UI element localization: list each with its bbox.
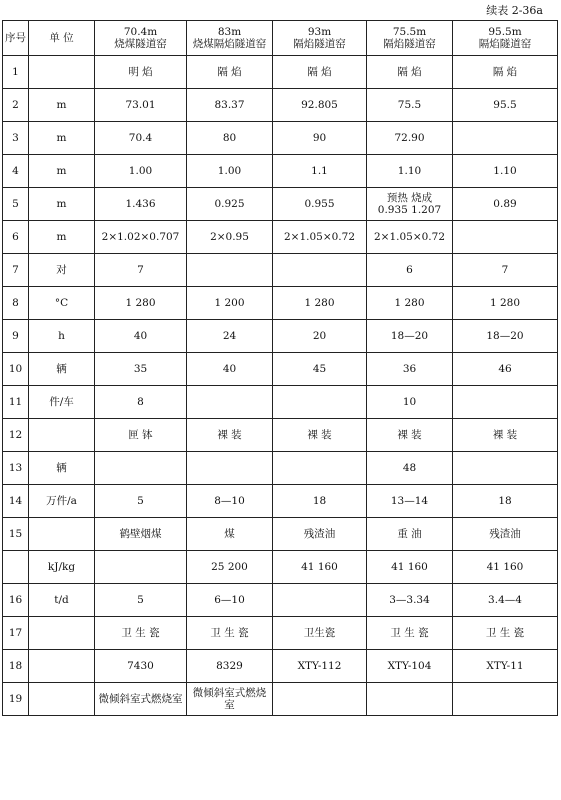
row-unit: kJ/kg — [29, 551, 95, 584]
header-col: 83m 烧煤隔焰隧道窑 — [187, 21, 273, 56]
row-unit: 万件/a — [29, 485, 95, 518]
table-cell: 24 — [187, 320, 273, 353]
table-cell — [453, 683, 558, 716]
table-cell: 预热 烧成 0.935 1.207 — [367, 188, 453, 221]
table-cell: 1.00 — [187, 155, 273, 188]
row-unit: m — [29, 89, 95, 122]
table-cell — [273, 584, 367, 617]
table-cell: 微倾斜室式燃烧室 — [187, 683, 273, 716]
table-cell: 5 — [95, 485, 187, 518]
table-cell: 41 160 — [273, 551, 367, 584]
table-cell: 8329 — [187, 650, 273, 683]
table-cell: 18—20 — [453, 320, 558, 353]
table-row — [3, 485, 558, 518]
table-cell — [453, 386, 558, 419]
table-cell — [453, 122, 558, 155]
row-unit: °C — [29, 287, 95, 320]
header-col: 75.5m 隔焰隧道窑 — [367, 21, 453, 56]
row-unit: 辆 — [29, 353, 95, 386]
header-col: 70.4m 烧煤隧道窑 — [95, 21, 187, 56]
table-cell: 83.37 — [187, 89, 273, 122]
row-index: 15 — [3, 518, 29, 551]
table-row — [3, 617, 558, 650]
table-cell: 裸 装 — [273, 419, 367, 452]
table-cell: 7 — [95, 254, 187, 287]
table-cell: 6 — [367, 254, 453, 287]
table-cell — [187, 452, 273, 485]
table-cell: 2×1.05×0.72 — [273, 221, 367, 254]
table-cell — [95, 551, 187, 584]
header-unit: 单 位 — [29, 21, 95, 56]
table-cell: 1 280 — [453, 287, 558, 320]
row-index: 13 — [3, 452, 29, 485]
table-cell: 隔 焰 — [453, 56, 558, 89]
table-cell: 1.1 — [273, 155, 367, 188]
table-row — [3, 254, 558, 287]
table-cell: 75.5 — [367, 89, 453, 122]
header-row — [3, 21, 558, 56]
table-row — [3, 584, 558, 617]
table-cell: 46 — [453, 353, 558, 386]
table-cell — [273, 683, 367, 716]
table-cell — [453, 221, 558, 254]
row-index: 12 — [3, 419, 29, 452]
table-row — [3, 419, 558, 452]
row-index: 6 — [3, 221, 29, 254]
table-cell: 41 160 — [367, 551, 453, 584]
table-cell: 鹤壁烟煤 — [95, 518, 187, 551]
row-index: 11 — [3, 386, 29, 419]
table-cell: 隔 焰 — [187, 56, 273, 89]
row-index: 7 — [3, 254, 29, 287]
table-row — [3, 320, 558, 353]
table-row — [3, 518, 558, 551]
table-cell: 0.89 — [453, 188, 558, 221]
table-cell — [453, 452, 558, 485]
table-cell: 40 — [187, 353, 273, 386]
table-cell: 18—20 — [367, 320, 453, 353]
header-col: 95.5m 隔焰隧道窑 — [453, 21, 558, 56]
table-cell: 8—10 — [187, 485, 273, 518]
row-unit — [29, 617, 95, 650]
header-index: 序号 — [3, 21, 29, 56]
table-caption: 续表 2-36a — [486, 4, 543, 17]
table-row — [3, 221, 558, 254]
kiln-spec-table — [2, 20, 558, 716]
table-cell: 8 — [95, 386, 187, 419]
table-cell: 重 油 — [367, 518, 453, 551]
table-cell: 41 160 — [453, 551, 558, 584]
table-cell: 10 — [367, 386, 453, 419]
table-cell: 1 280 — [95, 287, 187, 320]
row-index: 10 — [3, 353, 29, 386]
row-unit — [29, 56, 95, 89]
table-row — [3, 155, 558, 188]
row-index: 1 — [3, 56, 29, 89]
table-row — [3, 122, 558, 155]
table-cell: 3.4—4 — [453, 584, 558, 617]
table-row — [3, 89, 558, 122]
table-cell: 80 — [187, 122, 273, 155]
row-unit: h — [29, 320, 95, 353]
row-unit: m — [29, 155, 95, 188]
table-cell: 70.4 — [95, 122, 187, 155]
table-cell: 1.10 — [453, 155, 558, 188]
row-unit — [29, 683, 95, 716]
table-cell: 1 200 — [187, 287, 273, 320]
row-unit: 对 — [29, 254, 95, 287]
table-row — [3, 188, 558, 221]
table-cell: 隔 焰 — [367, 56, 453, 89]
table-cell: 2×1.02×0.707 — [95, 221, 187, 254]
table-row — [3, 551, 558, 584]
table-cell: 残渣油 — [273, 518, 367, 551]
row-unit: 辆 — [29, 452, 95, 485]
table-cell: 18 — [273, 485, 367, 518]
row-unit: m — [29, 221, 95, 254]
table-cell: 匣 钵 — [95, 419, 187, 452]
table-cell: 2×1.05×0.72 — [367, 221, 453, 254]
header-col: 93m 隔焰隧道窑 — [273, 21, 367, 56]
table-cell: 卫 生 瓷 — [367, 617, 453, 650]
table-cell: 48 — [367, 452, 453, 485]
row-index: 5 — [3, 188, 29, 221]
row-index: 14 — [3, 485, 29, 518]
row-index: 17 — [3, 617, 29, 650]
row-index — [3, 551, 29, 584]
table-cell: 6—10 — [187, 584, 273, 617]
table-cell: 1.10 — [367, 155, 453, 188]
table-cell: 35 — [95, 353, 187, 386]
table-cell: 1 280 — [273, 287, 367, 320]
table-cell — [273, 386, 367, 419]
table-cell — [187, 386, 273, 419]
table-cell: XTY-112 — [273, 650, 367, 683]
row-index: 9 — [3, 320, 29, 353]
table-cell — [187, 254, 273, 287]
table-cell — [273, 254, 367, 287]
table-row — [3, 386, 558, 419]
table-cell: 20 — [273, 320, 367, 353]
row-unit: m — [29, 122, 95, 155]
table-row — [3, 650, 558, 683]
table-cell: 0.955 — [273, 188, 367, 221]
row-index: 19 — [3, 683, 29, 716]
table-cell: 92.805 — [273, 89, 367, 122]
row-unit: t/d — [29, 584, 95, 617]
table-row — [3, 287, 558, 320]
row-unit: 件/车 — [29, 386, 95, 419]
table-cell — [273, 452, 367, 485]
table-cell: 残渣油 — [453, 518, 558, 551]
row-unit — [29, 650, 95, 683]
row-index: 3 — [3, 122, 29, 155]
table-cell: 裸 装 — [453, 419, 558, 452]
row-unit — [29, 419, 95, 452]
table-row — [3, 56, 558, 89]
table-cell: 45 — [273, 353, 367, 386]
table-cell: XTY-104 — [367, 650, 453, 683]
table-row — [3, 353, 558, 386]
table-cell: 1.00 — [95, 155, 187, 188]
table-cell: 明 焰 — [95, 56, 187, 89]
table-cell: 2×0.95 — [187, 221, 273, 254]
table-cell: 0.925 — [187, 188, 273, 221]
row-index: 16 — [3, 584, 29, 617]
table-cell: 90 — [273, 122, 367, 155]
table-cell: XTY-11 — [453, 650, 558, 683]
table-cell: 5 — [95, 584, 187, 617]
table-cell — [95, 452, 187, 485]
table-cell: 1.436 — [95, 188, 187, 221]
row-index: 2 — [3, 89, 29, 122]
table-cell: 13—14 — [367, 485, 453, 518]
table-cell: 72.90 — [367, 122, 453, 155]
row-index: 8 — [3, 287, 29, 320]
table-cell: 卫生瓷 — [273, 617, 367, 650]
table-cell: 18 — [453, 485, 558, 518]
table-cell: 卫 生 瓷 — [95, 617, 187, 650]
table-cell: 40 — [95, 320, 187, 353]
table-cell: 25 200 — [187, 551, 273, 584]
table-cell: 微倾斜室式燃烧室 — [95, 683, 187, 716]
table-row — [3, 683, 558, 716]
table-cell: 卫 生 瓷 — [453, 617, 558, 650]
table-cell: 3—3.34 — [367, 584, 453, 617]
table-cell: 裸 装 — [187, 419, 273, 452]
row-unit — [29, 518, 95, 551]
row-index: 4 — [3, 155, 29, 188]
table-cell: 煤 — [187, 518, 273, 551]
table-cell — [367, 683, 453, 716]
table-cell: 1 280 — [367, 287, 453, 320]
table-cell: 裸 装 — [367, 419, 453, 452]
table-cell: 36 — [367, 353, 453, 386]
table-cell: 7 — [453, 254, 558, 287]
row-unit: m — [29, 188, 95, 221]
table-cell: 卫 生 瓷 — [187, 617, 273, 650]
row-index: 18 — [3, 650, 29, 683]
table-cell: 隔 焰 — [273, 56, 367, 89]
table-cell: 73.01 — [95, 89, 187, 122]
table-cell: 7430 — [95, 650, 187, 683]
table-cell: 95.5 — [453, 89, 558, 122]
table-row — [3, 452, 558, 485]
